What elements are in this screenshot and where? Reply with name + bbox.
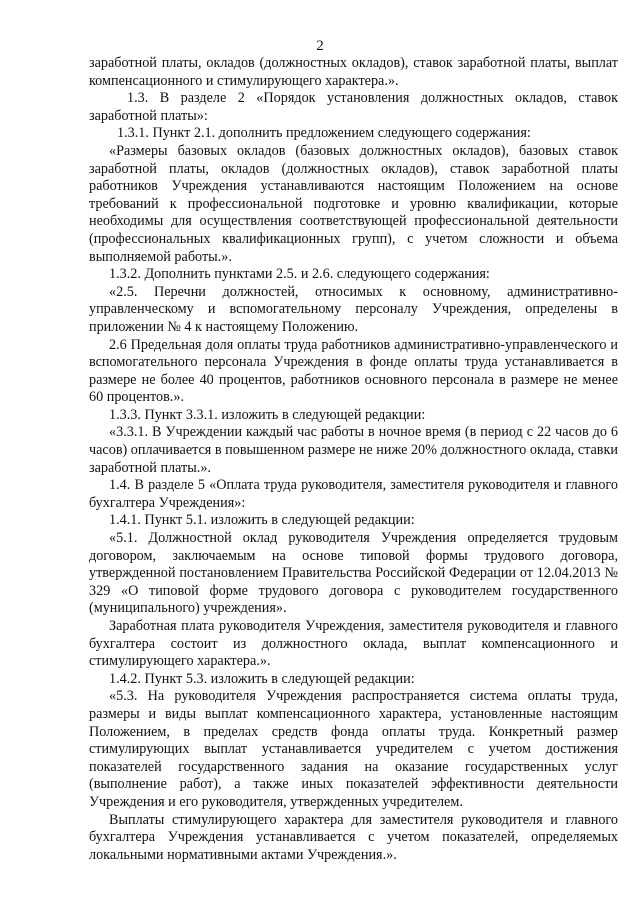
paragraph: 1.4.1. Пункт 5.1. изложить в следующей редакции: — [109, 512, 415, 529]
paragraph: 1.3. В разделе 2 «Порядок установления должностных окладов, ставок заработной платы»: — [89, 90, 618, 124]
paragraph: «Размеры базовых окладов (базовых должностных окладов), базовых ставок заработной платы, окладов (должностных окладов), ставок заработной платы работников Учреждения устанавливаются настоящим Положением на основе требований к профессиональной подготовке и уровню квалификации, которые необходимы для осуществления соответствующей профессиональной деятельности (профессиональных квалификационных групп), с учетом сложности и объема выполняемой работы.». — [89, 142, 618, 265]
paragraph: «2.5. Перечни должностей, относимых к основному, административно-управленческому и вспомогательному персоналу Учреждения, определены в приложении № 4 к настоящему Положению. — [89, 283, 618, 335]
paragraph: 1.3.1. Пункт 2.1. дополнить предложением следующего содержания: — [117, 125, 531, 142]
document-body — [89, 55, 618, 864]
paragraph: «3.3.1. В Учреждении каждый час работы в ночное время (в период с 22 часов до 6 часов) оплачивается в повышенном размере не ниже 20% должностного оклада, ставки заработной платы.». — [89, 424, 618, 476]
paragraph: 1.3.3. Пункт 3.3.1. изложить в следующей редакции: — [109, 406, 426, 423]
paragraph: заработной платы, окладов (должностных окладов), ставок заработной платы, выплат компенсационного и стимулирующего характера.». — [89, 55, 618, 89]
paragraph: 1.4.2. Пункт 5.3. изложить в следующей редакции: — [109, 670, 415, 687]
page-number: 2 — [316, 38, 324, 54]
paragraph: 1.3.2. Дополнить пунктами 2.5. и 2.6. следующего содержания: — [109, 266, 490, 283]
paragraph: Выплаты стимулирующего характера для заместителя руководителя и главного бухгалтера Учреждения устанавливается с учетом показателей, определяемых локальными нормативными актами Учреждения.». — [89, 811, 618, 863]
paragraph: «5.3. На руководителя Учреждения распространяется система оплаты труда, размеры и виды выплат компенсационного характера, установленные настоящим Положением, в пределах средств фонда оплаты труда. Конкретный размер стимулирующих выплат устанавливается учредителем с учетом достижения показателей государственного задания на оказание государственных услуг (выполнение работ), а также иных показателей эффективности деятельности Учреждения и его руководителя, утвержденных учредителем. — [89, 688, 618, 810]
paragraph: 1.4. В разделе 5 «Оплата труда руководителя, заместителя руководителя и главного бухгалтера Учреждения»: — [89, 477, 618, 511]
paragraph: Заработная плата руководителя Учреждения, заместителя руководителя и главного бухгалтера состоит из должностного оклада, выплат компенсационного и стимулирующего характера.». — [89, 618, 618, 670]
paragraph: 2.6 Предельная доля оплаты труда работников административно-управленческого и вспомогательного персонала Учреждения в фонде оплаты труда устанавливается в размере не более 40 процентов, работников основного персонала в размере не менее 60 процентов.». — [89, 336, 618, 406]
paragraph: «5.1. Должностной оклад руководителя Учреждения определяется трудовым договором, заключаемым на основе типовой формы трудового договора, утвержденной постановлением Правительства Российской Федерации от 12.04.2013 № 329 «О типовой форме трудового договора с руководителем государственного (муниципального) учреждения». — [89, 530, 618, 617]
